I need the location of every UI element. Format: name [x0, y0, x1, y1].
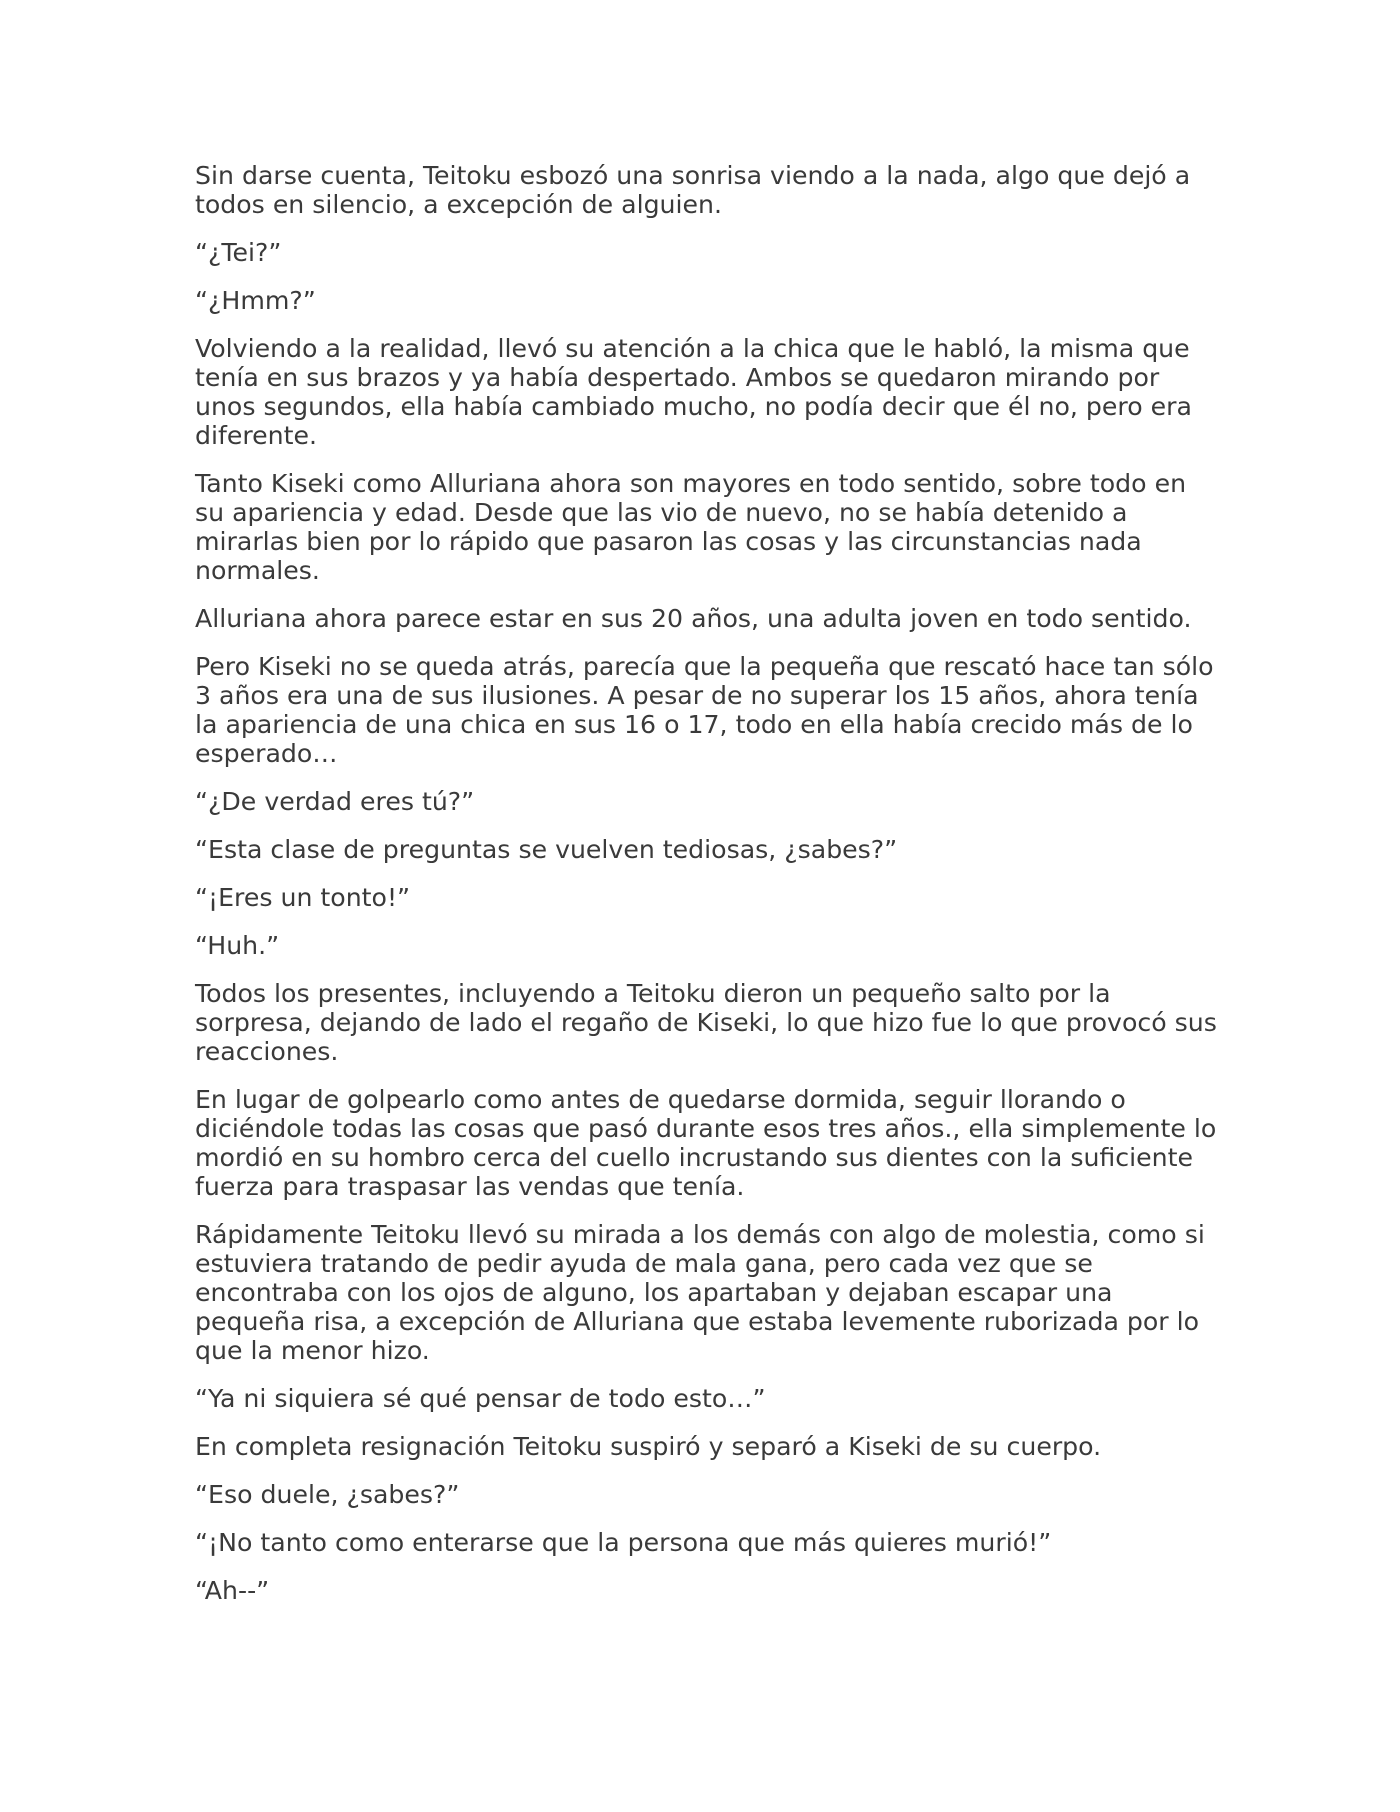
paragraph-11: “Huh.”: [195, 931, 280, 960]
paragraph-4: Volviendo a la realidad, llevó su atención a la chica que le habló, la misma que tenía en sus brazos y ya había despertado. Ambos se quedaron mirando por unos segundos, ella había cambiado mucho, no podía decir que él no, pero era diferente.: [195, 334, 1192, 450]
paragraph-8: “¿De verdad eres tú?”: [195, 787, 475, 816]
paragraph-16: En completa resignación Teitoku suspiró y separó a Kiseki de su cuerpo.: [195, 1432, 1102, 1461]
paragraph-13: En lugar de golpearlo como antes de quedarse dormida, seguir llorando o diciéndole todas las cosas que pasó durante esos tres años., ella simplemente lo mordió en su hombro cerca del cuello incrustando sus dientes con la suficiente fuerza para traspasar las vendas que tenía.: [195, 1085, 1217, 1201]
document-body: [195, 161, 1220, 1624]
paragraph-19: “Ah--”: [195, 1576, 270, 1605]
paragraph-9: “Esta clase de preguntas se vuelven tediosas, ¿sabes?”: [195, 835, 898, 864]
paragraph-18: “¡No tanto como enterarse que la persona que más quieres murió!”: [195, 1528, 1052, 1557]
paragraph-3: “¿Hmm?”: [195, 286, 316, 315]
paragraph-1: Sin darse cuenta, Teitoku esbozó una sonrisa viendo a la nada, algo que dejó a todos en silencio, a excepción de alguien.: [195, 161, 1191, 219]
paragraph-15: “Ya ni siquiera sé qué pensar de todo esto…”: [195, 1384, 766, 1413]
paragraph-12: Todos los presentes, incluyendo a Teitoku dieron un pequeño salto por la sorpresa, dejando de lado el regaño de Kiseki, lo que hizo fue lo que provocó sus reacciones.: [195, 979, 1217, 1066]
paragraph-2: “¿Tei?”: [195, 238, 282, 267]
paragraph-10: “¡Eres un tonto!”: [195, 883, 411, 912]
paragraph-5: Tanto Kiseki como Alluriana ahora son mayores en todo sentido, sobre todo en su apariencia y edad. Desde que las vio de nuevo, no se había detenido a mirarlas bien por lo rápido que pasaron las cosas y las circunstancias nada normales.: [195, 469, 1187, 585]
paragraph-17: “Eso duele, ¿sabes?”: [195, 1480, 460, 1509]
paragraph-6: Alluriana ahora parece estar en sus 20 años, una adulta joven en todo sentido.: [195, 604, 1192, 633]
paragraph-7: Pero Kiseki no se queda atrás, parecía que la pequeña que rescató hace tan sólo 3 años era una de sus ilusiones. A pesar de no superar los 15 años, ahora tenía la apariencia de una chica en sus 16 o 17, todo en ella había crecido más de lo esperado…: [195, 652, 1214, 768]
paragraph-14: Rápidamente Teitoku llevó su mirada a los demás con algo de molestia, como si estuviera tratando de pedir ayuda de mala gana, pero cada vez que se encontraba con los ojos de alguno, los apartaban y dejaban escapar una pequeña risa, a excepción de Alluriana que estaba levemente ruborizada por lo que la menor hizo.: [195, 1220, 1205, 1365]
